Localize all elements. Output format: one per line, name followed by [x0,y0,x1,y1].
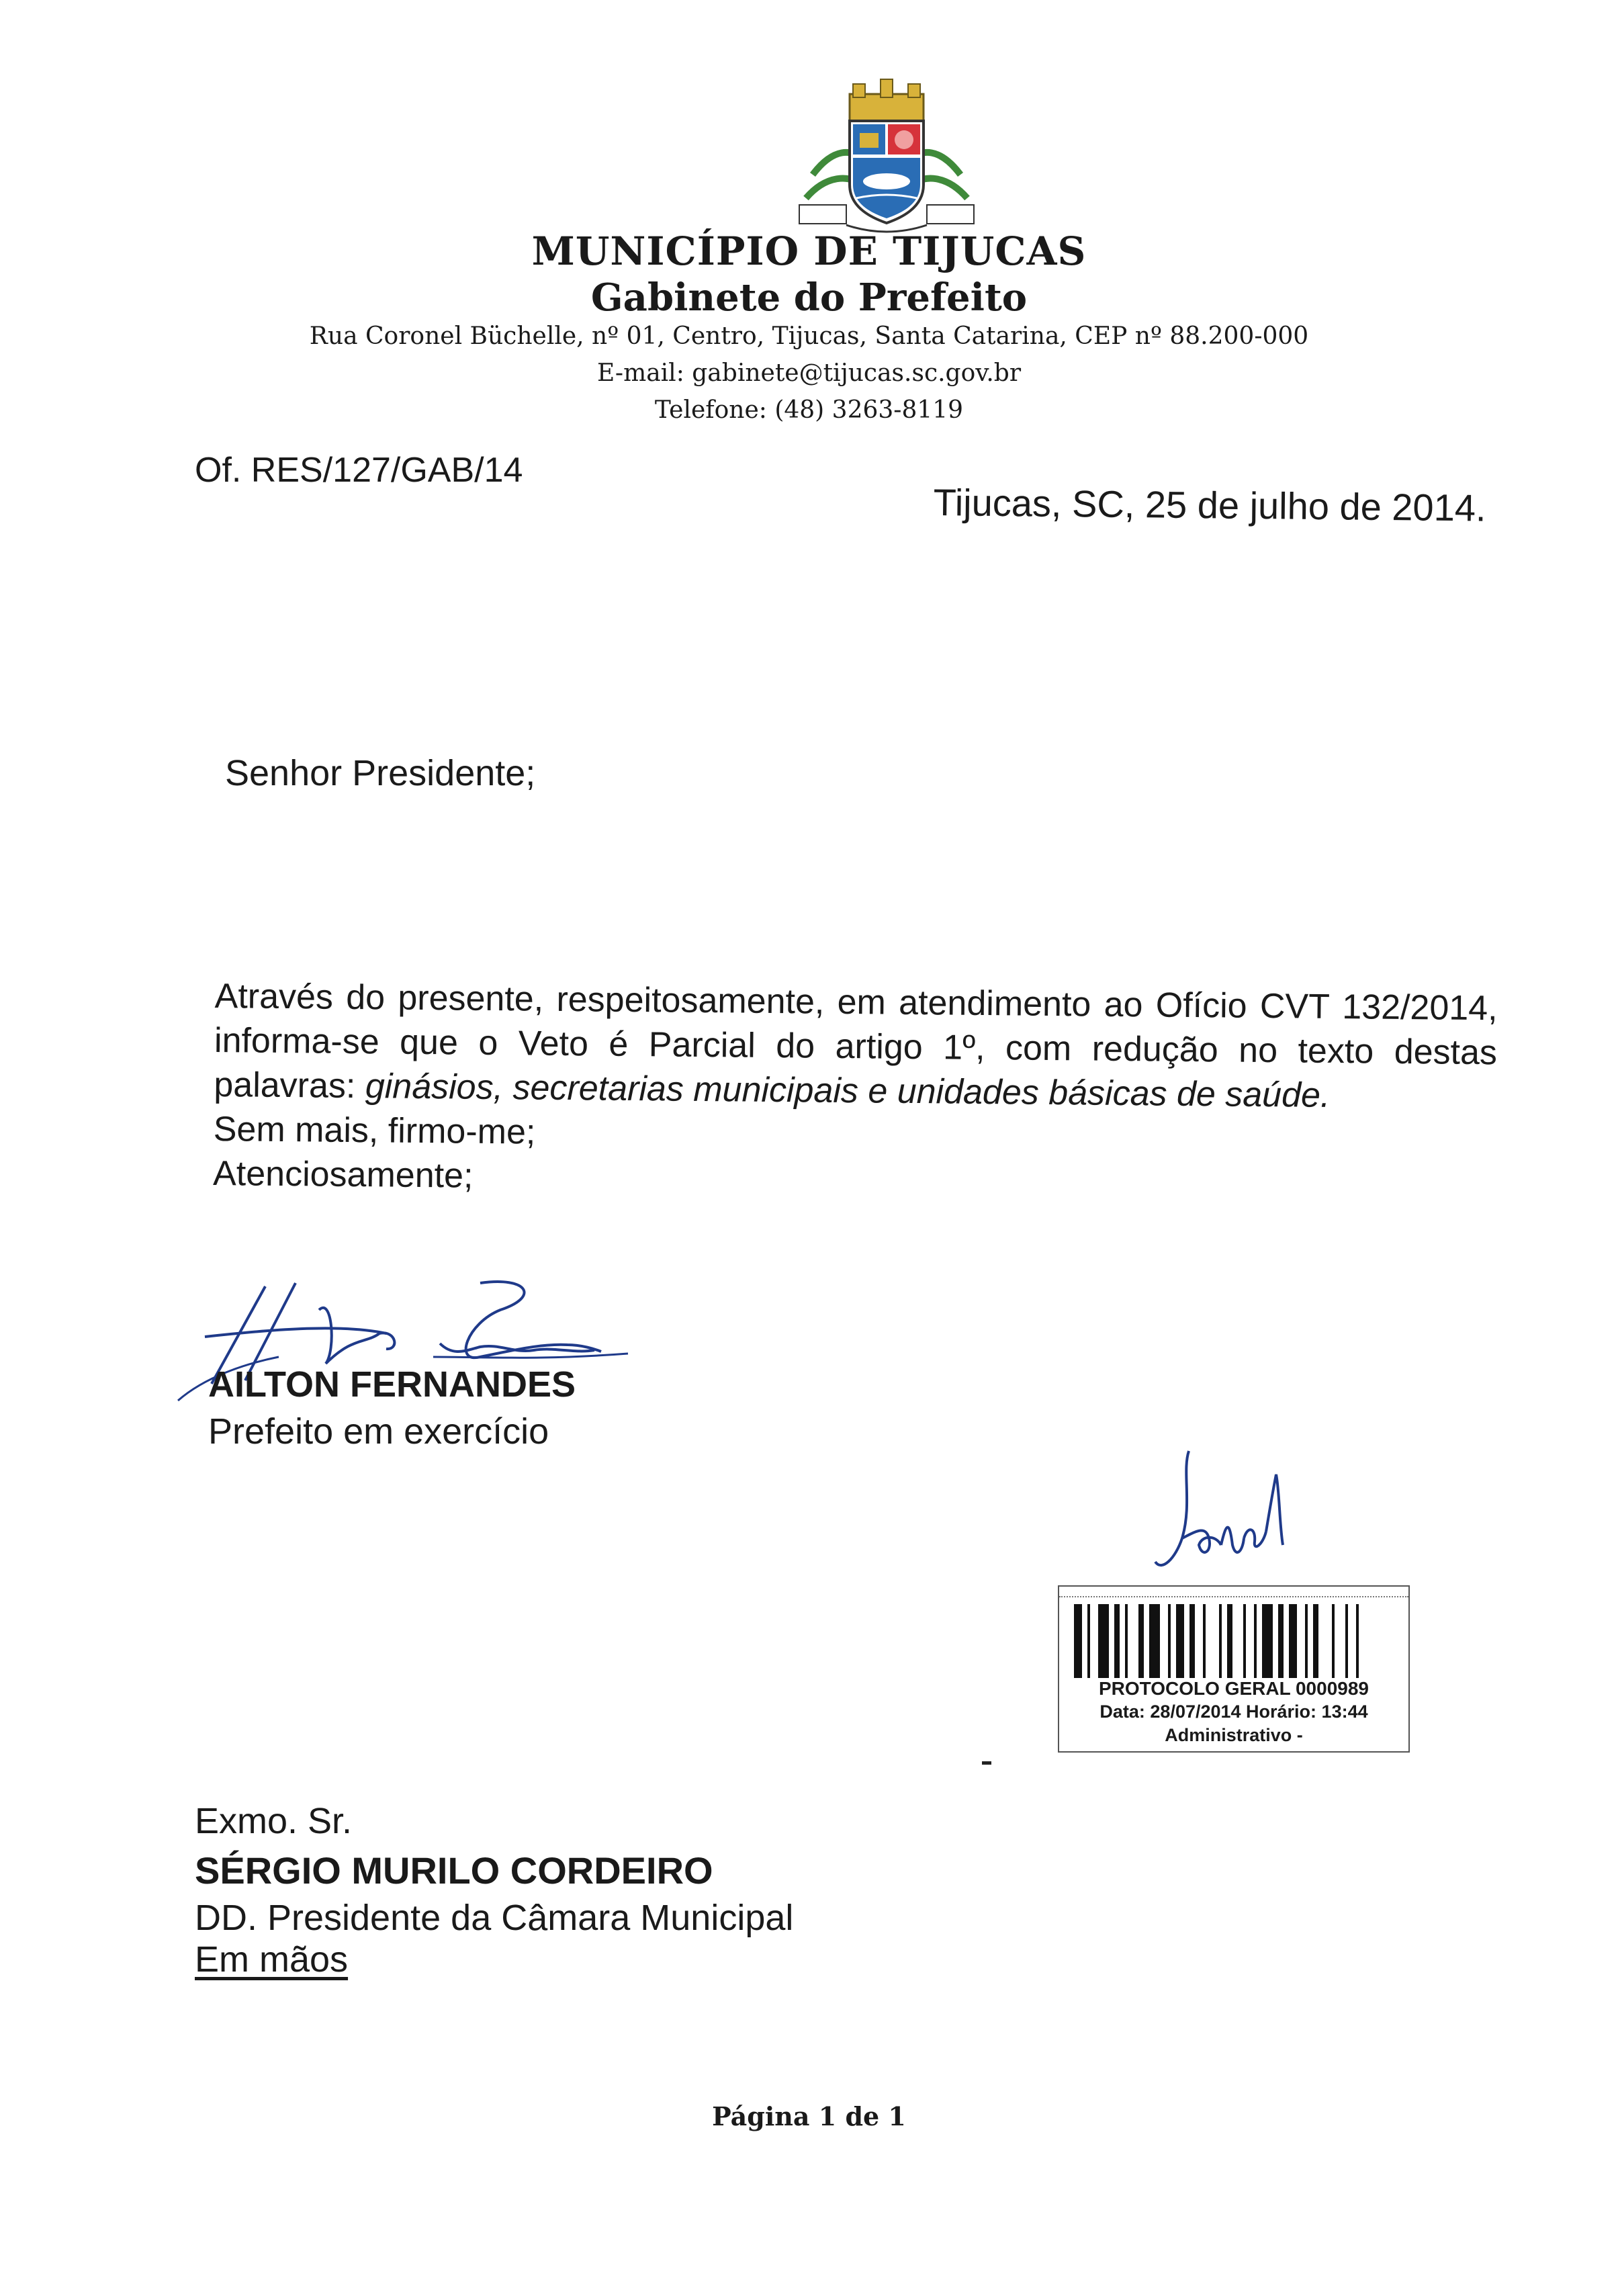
body-emphasis: ginásios, secretarias municipais e unidades básicas de saúde. [365,1067,1331,1115]
barcode-bar [1203,1604,1206,1678]
stamp-protocol-number: PROTOCOLO GERAL 0000989 [1099,1678,1369,1699]
body-paragraph [214,974,1498,1119]
barcode-bar [1098,1604,1109,1678]
barcode-bar [1087,1604,1090,1678]
letter-body [213,974,1498,1208]
barcode-bar [1262,1604,1273,1678]
body-text: Através do presente, respeitosamente, em atendimento ao Ofício CVT 132/2014, informa-se que o Veto é Parcial do artigo 1º, com redução no texto destas palavras: [214,976,1498,1106]
barcode-bar [1125,1604,1128,1678]
protocol-stamp [1058,1585,1410,1753]
addressee-role: DD. Presidente da Câmara Municipal [195,1898,794,1938]
barcode-bar [1138,1604,1144,1678]
page-number: Página 1 de 1 [712,2101,906,2131]
barcode-icon [1074,1604,1394,1678]
dateline: Tijucas, SC, 25 de julho de 2014. [933,480,1486,529]
barcode-bar [1227,1604,1232,1678]
barcode-bar [1356,1604,1359,1678]
org-name: MUNICÍPIO DE TIJUCAS [531,228,1087,274]
barcode-bar [1345,1604,1348,1678]
org-address: Rua Coronel Büchelle, nº 01, Centro, Tijucas, Santa Catarina, CEP nº 88.200-000 [309,322,1309,350]
stamp-date-time: Data: 28/07/2014 Horário: 13:44 [1099,1702,1368,1722]
signer-name: AILTON FERNANDES [208,1364,576,1405]
receipt-initials-icon [1142,1444,1303,1585]
org-phone: Telefone: (48) 3263-8119 [654,396,964,424]
barcode-bar [1243,1604,1246,1678]
document-reference: Of. RES/127/GAB/14 [195,451,523,490]
barcode-bar [1168,1604,1171,1678]
stamp-department: Administrativo - [1165,1725,1303,1745]
addressee-name: SÉRGIO MURILO CORDEIRO [195,1849,713,1892]
barcode-bar [1289,1604,1297,1678]
signer-title: Prefeito em exercício [208,1411,549,1452]
barcode-bar [1278,1604,1284,1678]
barcode-bar [1219,1604,1222,1678]
barcode-bar [1189,1604,1195,1678]
barcode-bar [1313,1604,1318,1678]
barcode-bar [1176,1604,1184,1678]
barcode-bar [1305,1604,1308,1678]
barcode-bar [1149,1604,1160,1678]
addressee-salutation: Exmo. Sr. [195,1801,353,1841]
stamp-top-border [1059,1587,1408,1597]
closing-line-1: Sem mais, firmo-me; [213,1109,536,1152]
addressee-delivery: Em mãos [195,1939,349,1980]
barcode-bar [1332,1604,1335,1678]
org-unit: Gabinete do Prefeito [590,275,1028,320]
barcode-bar [1074,1604,1082,1678]
org-email: E-mail: gabinete@tijucas.sc.gov.br [596,359,1022,387]
salutation: Senhor Presidente; [225,753,536,793]
stray-mark [982,1761,991,1765]
closing-line-2: Atenciosamente; [212,1153,474,1196]
municipal-crest-icon [786,74,987,242]
barcode-bar [1254,1604,1257,1678]
barcode-bar [1114,1604,1120,1678]
